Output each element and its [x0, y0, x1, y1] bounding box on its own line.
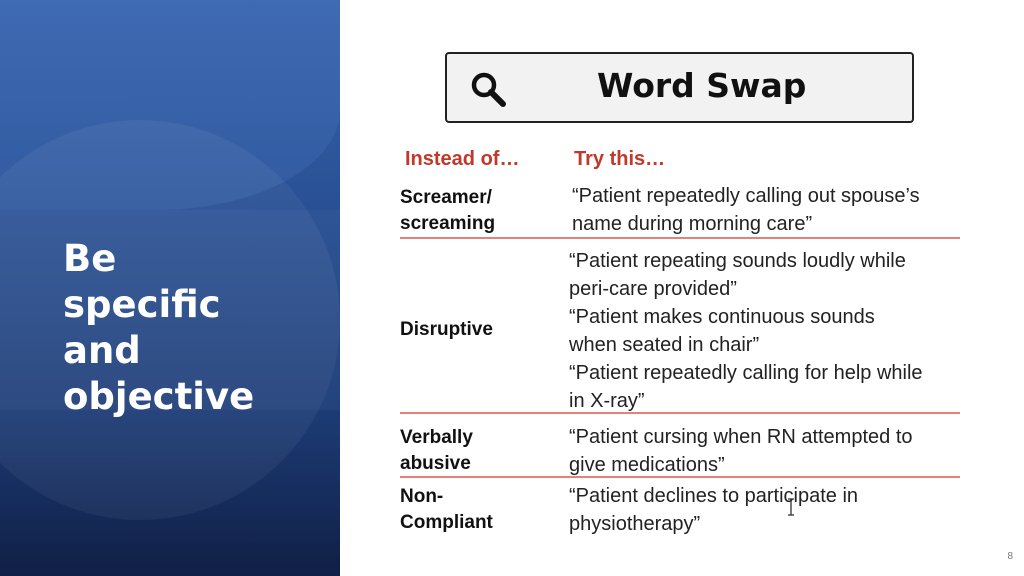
row-divider — [400, 237, 960, 239]
banner-title: Word Swap — [597, 66, 807, 105]
column-header-instead: Instead of… — [405, 148, 520, 170]
alternative-line: “Patient makes continuous sounds — [569, 306, 875, 328]
term-line: Disruptive — [400, 319, 493, 340]
alternative-line: “Patient repeatedly calling out spouse’s — [572, 185, 920, 207]
alternative-text — [569, 247, 923, 415]
alternative-line: give medications” — [569, 454, 725, 476]
alternative-line: in X-ray” — [569, 390, 645, 412]
term-line: Verbally — [400, 427, 473, 448]
row-divider — [400, 412, 960, 414]
term-label — [400, 484, 493, 536]
term-label — [400, 317, 493, 343]
text-cursor-icon — [786, 497, 796, 517]
alternative-line: peri-care provided” — [569, 278, 737, 300]
magnifier-icon — [469, 70, 509, 110]
alternative-line: “Patient cursing when RN attempted to — [569, 426, 913, 448]
alternative-line: “Patient repeatedly calling for help while — [569, 362, 923, 384]
term-label — [400, 425, 473, 477]
slide-title-line: Be — [63, 237, 117, 280]
page-number: 8 — [1007, 551, 1013, 562]
slide-title — [63, 236, 254, 420]
alternative-text — [569, 482, 858, 538]
alternative-line: “Patient repeating sounds loudly while — [569, 250, 906, 272]
alternative-line: physiotherapy” — [569, 513, 701, 535]
term-line: Compliant — [400, 512, 493, 533]
alternative-line: name during morning care” — [572, 213, 813, 235]
term-line: Non- — [400, 486, 444, 507]
term-line: Screamer/ — [400, 187, 492, 208]
term-line: abusive — [400, 453, 471, 474]
alternative-text — [572, 182, 920, 238]
alternative-text — [569, 423, 913, 479]
slide-title-line: objective — [63, 375, 255, 418]
title-panel — [0, 0, 340, 576]
term-line: screaming — [400, 213, 496, 234]
alternative-line: when seated in chair” — [569, 334, 760, 356]
column-header-try: Try this… — [574, 148, 666, 170]
row-divider — [400, 476, 960, 478]
alternative-line: “Patient declines to participate in — [569, 485, 859, 507]
term-label — [400, 185, 495, 237]
slide-title-line: and — [63, 329, 141, 372]
word-swap-banner — [445, 52, 914, 123]
slide-title-line: specific — [63, 283, 221, 326]
